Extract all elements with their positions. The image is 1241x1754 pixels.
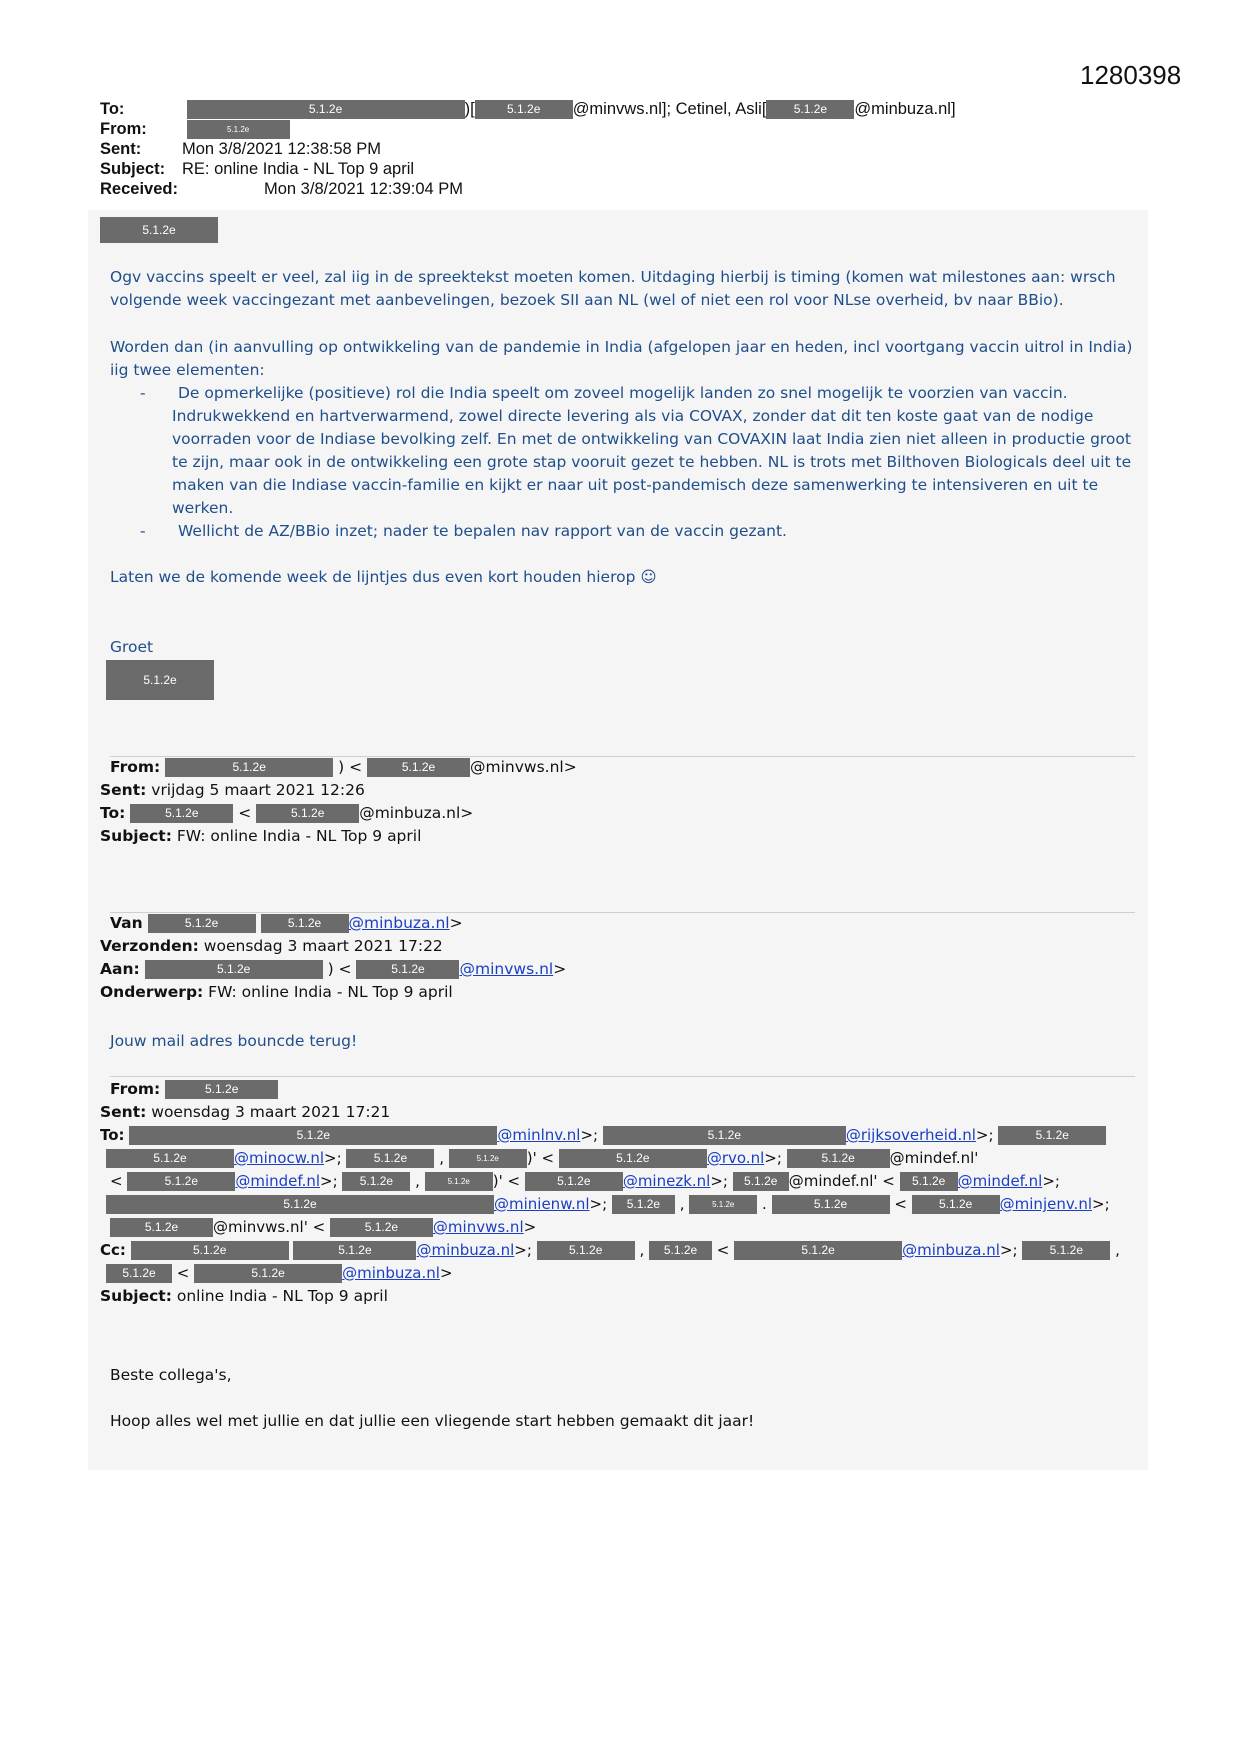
redaction-block: 5.1.2e [106, 660, 214, 700]
separator [110, 912, 1135, 913]
domain-link[interactable]: @minezk.nl [622, 1172, 711, 1190]
redaction-block: 5.1.2e [110, 1218, 213, 1237]
message4-to-row-5: 5.1.2e @minvws.nl' < 5.1.2e @minvws.nl> [110, 1218, 536, 1237]
redaction-block: 5.1.2e [649, 1241, 712, 1260]
received-value: Mon 3/8/2021 12:39:04 PM [264, 180, 464, 198]
sent-value: vrijdag 5 maart 2021 12:26 [151, 781, 365, 799]
domain-link[interactable]: @rijksoverheid.nl [845, 1126, 976, 1144]
subject-value: online India - NL Top 9 april [176, 1287, 388, 1305]
message3-body: Jouw mail adres bouncde terug! [110, 1032, 358, 1050]
domain-link[interactable]: @minienw.nl [494, 1195, 590, 1213]
message4-cc-row-2: 5.1.2e < 5.1.2e @minbuza.nl> [106, 1264, 453, 1283]
message4-from-row [110, 1080, 278, 1099]
to-label: To: [100, 100, 125, 118]
from-label: From: [110, 1080, 161, 1098]
redaction-block: 5.1.2e [900, 1172, 958, 1191]
domain-link[interactable]: @minbuza.nl [902, 1241, 1000, 1259]
to-label: To: [100, 1126, 125, 1144]
redaction-block: 5.1.2e [342, 1172, 410, 1191]
redaction-block: 5.1.2e [998, 1126, 1106, 1145]
domain-link[interactable]: @rvo.nl [706, 1149, 765, 1167]
redaction-block: 5.1.2e [603, 1126, 846, 1145]
redaction-block: 5.1.2e [129, 1126, 497, 1145]
message1-closing: Groet [110, 638, 154, 656]
subject-label: Subject: [100, 827, 172, 845]
redaction-block: 5.1.2e [187, 120, 290, 139]
header-sent-row [100, 140, 381, 159]
message1-bullet-1: De opmerkelijke (positieve) rol die India speelt om zoveel mogelijk landen zo snel mogelijk te voorzien van vaccin. Indrukwekkend en hartverwarmend, zowel directe levering als via COVAX, zonder dat dit ten koste gaat van de nodige voorraden voor de Indiase bevolking zelf. En met de ontwikkeling van COVAXIN laat India zien niet alleen in productie groot te zijn, maar ook in de ontwikkeling een grote stap vooruit gezet te hebben. NL is trots met Bilthoven Biologicals deel uit te maken van die Indiase vaccin-familie en kijkt er naar uit post-pandemisch deze samenwerking te intensiveren en uit te werken. [172, 384, 1132, 517]
subject-label: Subject: [100, 160, 166, 178]
domain-text: @mindef.nl' [889, 1149, 979, 1167]
redaction-block: 5.1.2e [165, 758, 333, 777]
from-domain: @minvws.nl> [470, 758, 577, 776]
bullet-marker: - [140, 384, 146, 402]
verzonden-value: woensdag 3 maart 2021 17:22 [203, 937, 443, 955]
subject-value: FW: online India - NL Top 9 april [176, 827, 422, 845]
redaction-block: 5.1.2e [330, 1218, 433, 1237]
received-label: Received: [100, 180, 178, 198]
onderwerp-value: FW: online India - NL Top 9 april [208, 983, 453, 1001]
message1-paragraph-3: Laten we de komende week de lijntjes dus even kort houden hierop ☺ [110, 568, 657, 586]
to-domain-2: @minbuza.nl] [854, 100, 956, 118]
redaction-block: 5.1.2e [256, 804, 359, 823]
redaction-block: 5.1.2e [127, 1172, 235, 1191]
aan-label: Aan: [100, 960, 140, 978]
domain-link[interactable]: @minjenv.nl [999, 1195, 1092, 1213]
message4-body: Hoop alles wel met jullie en dat jullie een vliegende start hebben gemaakt dit jaar! [110, 1412, 755, 1430]
message4-cc-row-1: Cc: 5.1.2e 5.1.2e @minbuza.nl>; 5.1.2e , 5.1.2e < 5.1.2e @minbuza.nl>; 5.1.2e , [100, 1241, 1120, 1259]
redaction-block: 5.1.2e [525, 1172, 623, 1191]
to-domain-1: @minvws.nl]; Cetinel, Asli[ [572, 100, 767, 118]
header-received-row [100, 180, 463, 199]
redaction-block: 5.1.2e [356, 960, 459, 979]
to-label: To: [100, 804, 126, 822]
domain-link[interactable]: @minbuza.nl [416, 1241, 515, 1259]
redaction-block: 5.1.2e [449, 1149, 527, 1168]
message4-greeting: Beste collega's, [110, 1366, 232, 1384]
van-domain-link[interactable]: @minbuza.nl [348, 914, 450, 932]
from-label: From: [100, 120, 147, 138]
redaction-block: 5.1.2e [100, 217, 218, 243]
message1-bullet-2: Wellicht de AZ/BBio inzet; nader te bepalen nav rapport van de vaccin gezant. [178, 522, 787, 540]
bullet-marker: - [140, 522, 146, 540]
subject-value: RE: online India - NL Top 9 april [182, 160, 415, 178]
redaction-block: 5.1.2e [293, 1241, 416, 1260]
separator [110, 756, 1135, 757]
redaction-block: 5.1.2e [612, 1195, 675, 1214]
document-id: 1280398 [1080, 60, 1182, 90]
to-domain: @minbuza.nl> [359, 804, 474, 822]
redaction-block: 5.1.2e [106, 1195, 494, 1214]
redaction-block: 5.1.2e [787, 1149, 890, 1168]
redaction-block: 5.1.2e [261, 914, 349, 933]
message2-from-row: From: 5.1.2e ) < 5.1.2e @minvws.nl> [110, 758, 577, 776]
sent-value: woensdag 3 maart 2021 17:21 [151, 1103, 391, 1121]
redaction-block: 5.1.2e [131, 1241, 289, 1260]
sent-label: Sent: [100, 781, 147, 799]
message3-aan-row: Aan: 5.1.2e ) < 5.1.2e @minvws.nl> [100, 960, 567, 978]
sent-label: Sent: [100, 140, 142, 158]
redaction-block: 5.1.2e [1022, 1241, 1110, 1260]
onderwerp-label: Onderwerp: [100, 983, 204, 1001]
redaction-block: 5.1.2e [772, 1195, 890, 1214]
sender-redaction [100, 217, 218, 243]
domain-link[interactable]: @mindef.nl [957, 1172, 1043, 1190]
redaction-block: 5.1.2e [367, 758, 470, 777]
from-label: From: [110, 758, 161, 776]
redaction-block: 5.1.2e [194, 1264, 342, 1283]
domain-link[interactable]: @mindef.nl [235, 1172, 321, 1190]
domain-text: @mindef.nl' [788, 1172, 878, 1190]
signature-redaction [106, 660, 214, 700]
redaction-block: 5.1.2e [689, 1195, 757, 1214]
message3-onderwerp-row [100, 983, 453, 1001]
message4-to-row-2: 5.1.2e @minocw.nl>; 5.1.2e , 5.1.2e )' < 5.1.2e @rvo.nl>; 5.1.2e @mindef.nl' [106, 1149, 978, 1168]
separator [110, 1076, 1135, 1077]
message3-verzonden-row [100, 937, 443, 955]
domain-link[interactable]: @minbuza.nl [342, 1264, 440, 1282]
redaction-block: 5.1.2e [187, 100, 465, 119]
message2-subject-row [100, 827, 421, 845]
redaction-block: 5.1.2e [346, 1149, 434, 1168]
domain-text: @minvws.nl' [213, 1218, 308, 1236]
message4-to-row-3: < 5.1.2e @mindef.nl>; 5.1.2e , 5.1.2e )' < 5.1.2e @minezk.nl>; 5.1.2e @mindef.nl' < 5.1.2e @mindef.nl>; [110, 1172, 1060, 1190]
message3-van-row: Van 5.1.2e 5.1.2e @minbuza.nl> [110, 914, 463, 932]
redaction-block: 5.1.2e [106, 1264, 172, 1283]
redaction-block: 5.1.2e [475, 100, 573, 119]
message2-to-row: To: 5.1.2e < 5.1.2e @minbuza.nl> [100, 804, 474, 822]
domain-link[interactable]: @minlnv.nl [497, 1126, 581, 1144]
message2-sent-row [100, 781, 365, 799]
van-label: Van [110, 914, 143, 932]
redaction-block: 5.1.2e [148, 914, 256, 933]
redaction-block: 5.1.2e [165, 1080, 278, 1099]
message4-subject-row [100, 1287, 388, 1305]
sent-label: Sent: [100, 1103, 147, 1121]
domain-link[interactable]: @minocw.nl [234, 1149, 325, 1167]
redaction-block: 5.1.2e [537, 1241, 635, 1260]
redaction-block: 5.1.2e [145, 960, 323, 979]
header-to-row: To: 5.1.2e )[ 5.1.2e @minvws.nl]; Cetinel, Asli[ 5.1.2e @minbuza.nl] [100, 100, 956, 118]
cc-label: Cc: [100, 1241, 126, 1259]
redaction-block: 5.1.2e [106, 1149, 234, 1168]
redaction-block: 5.1.2e [425, 1172, 493, 1191]
redaction-block: 5.1.2e [734, 1241, 902, 1260]
message1-paragraph-1: Ogv vaccins speelt er veel, zal iig in de spreektekst moeten komen. Uitdaging hierbij is timing (komen wat milestones aan: wrsch volgende week vaccingezant met aanbevelingen, bezoek SII aan NL (wel of niet een rol voor NLse overheid, bv naar BBio). [110, 268, 1116, 309]
redaction-block: 5.1.2e [130, 804, 233, 823]
redaction-block: 5.1.2e [912, 1195, 1000, 1214]
message4-to-row-1: To: 5.1.2e @minlnv.nl>; 5.1.2e @rijksoverheid.nl>; 5.1.2e [100, 1126, 1106, 1145]
message1-paragraph-2: Worden dan (in aanvulling op ontwikkeling van de pandemie in India (afgelopen jaar en heden, incl voortgang vaccin uitrol in India) iig twee elementen: [110, 338, 1133, 379]
subject-label: Subject: [100, 1287, 172, 1305]
redaction-block: 5.1.2e [733, 1172, 789, 1191]
header-subject-row [100, 160, 414, 179]
redaction-block: 5.1.2e [559, 1149, 707, 1168]
verzonden-label: Verzonden: [100, 937, 199, 955]
message4-to-row-4: 5.1.2e @minienw.nl>; 5.1.2e , 5.1.2e . 5.1.2e < 5.1.2e @minjenv.nl>; [106, 1195, 1110, 1214]
header-from-row [100, 120, 290, 139]
message4-sent-row [100, 1103, 390, 1121]
redaction-block: 5.1.2e [766, 100, 854, 119]
domain-link[interactable]: @minvws.nl [432, 1218, 524, 1236]
sent-value: Mon 3/8/2021 12:38:58 PM [182, 140, 382, 158]
aan-domain-link[interactable]: @minvws.nl [459, 960, 554, 978]
